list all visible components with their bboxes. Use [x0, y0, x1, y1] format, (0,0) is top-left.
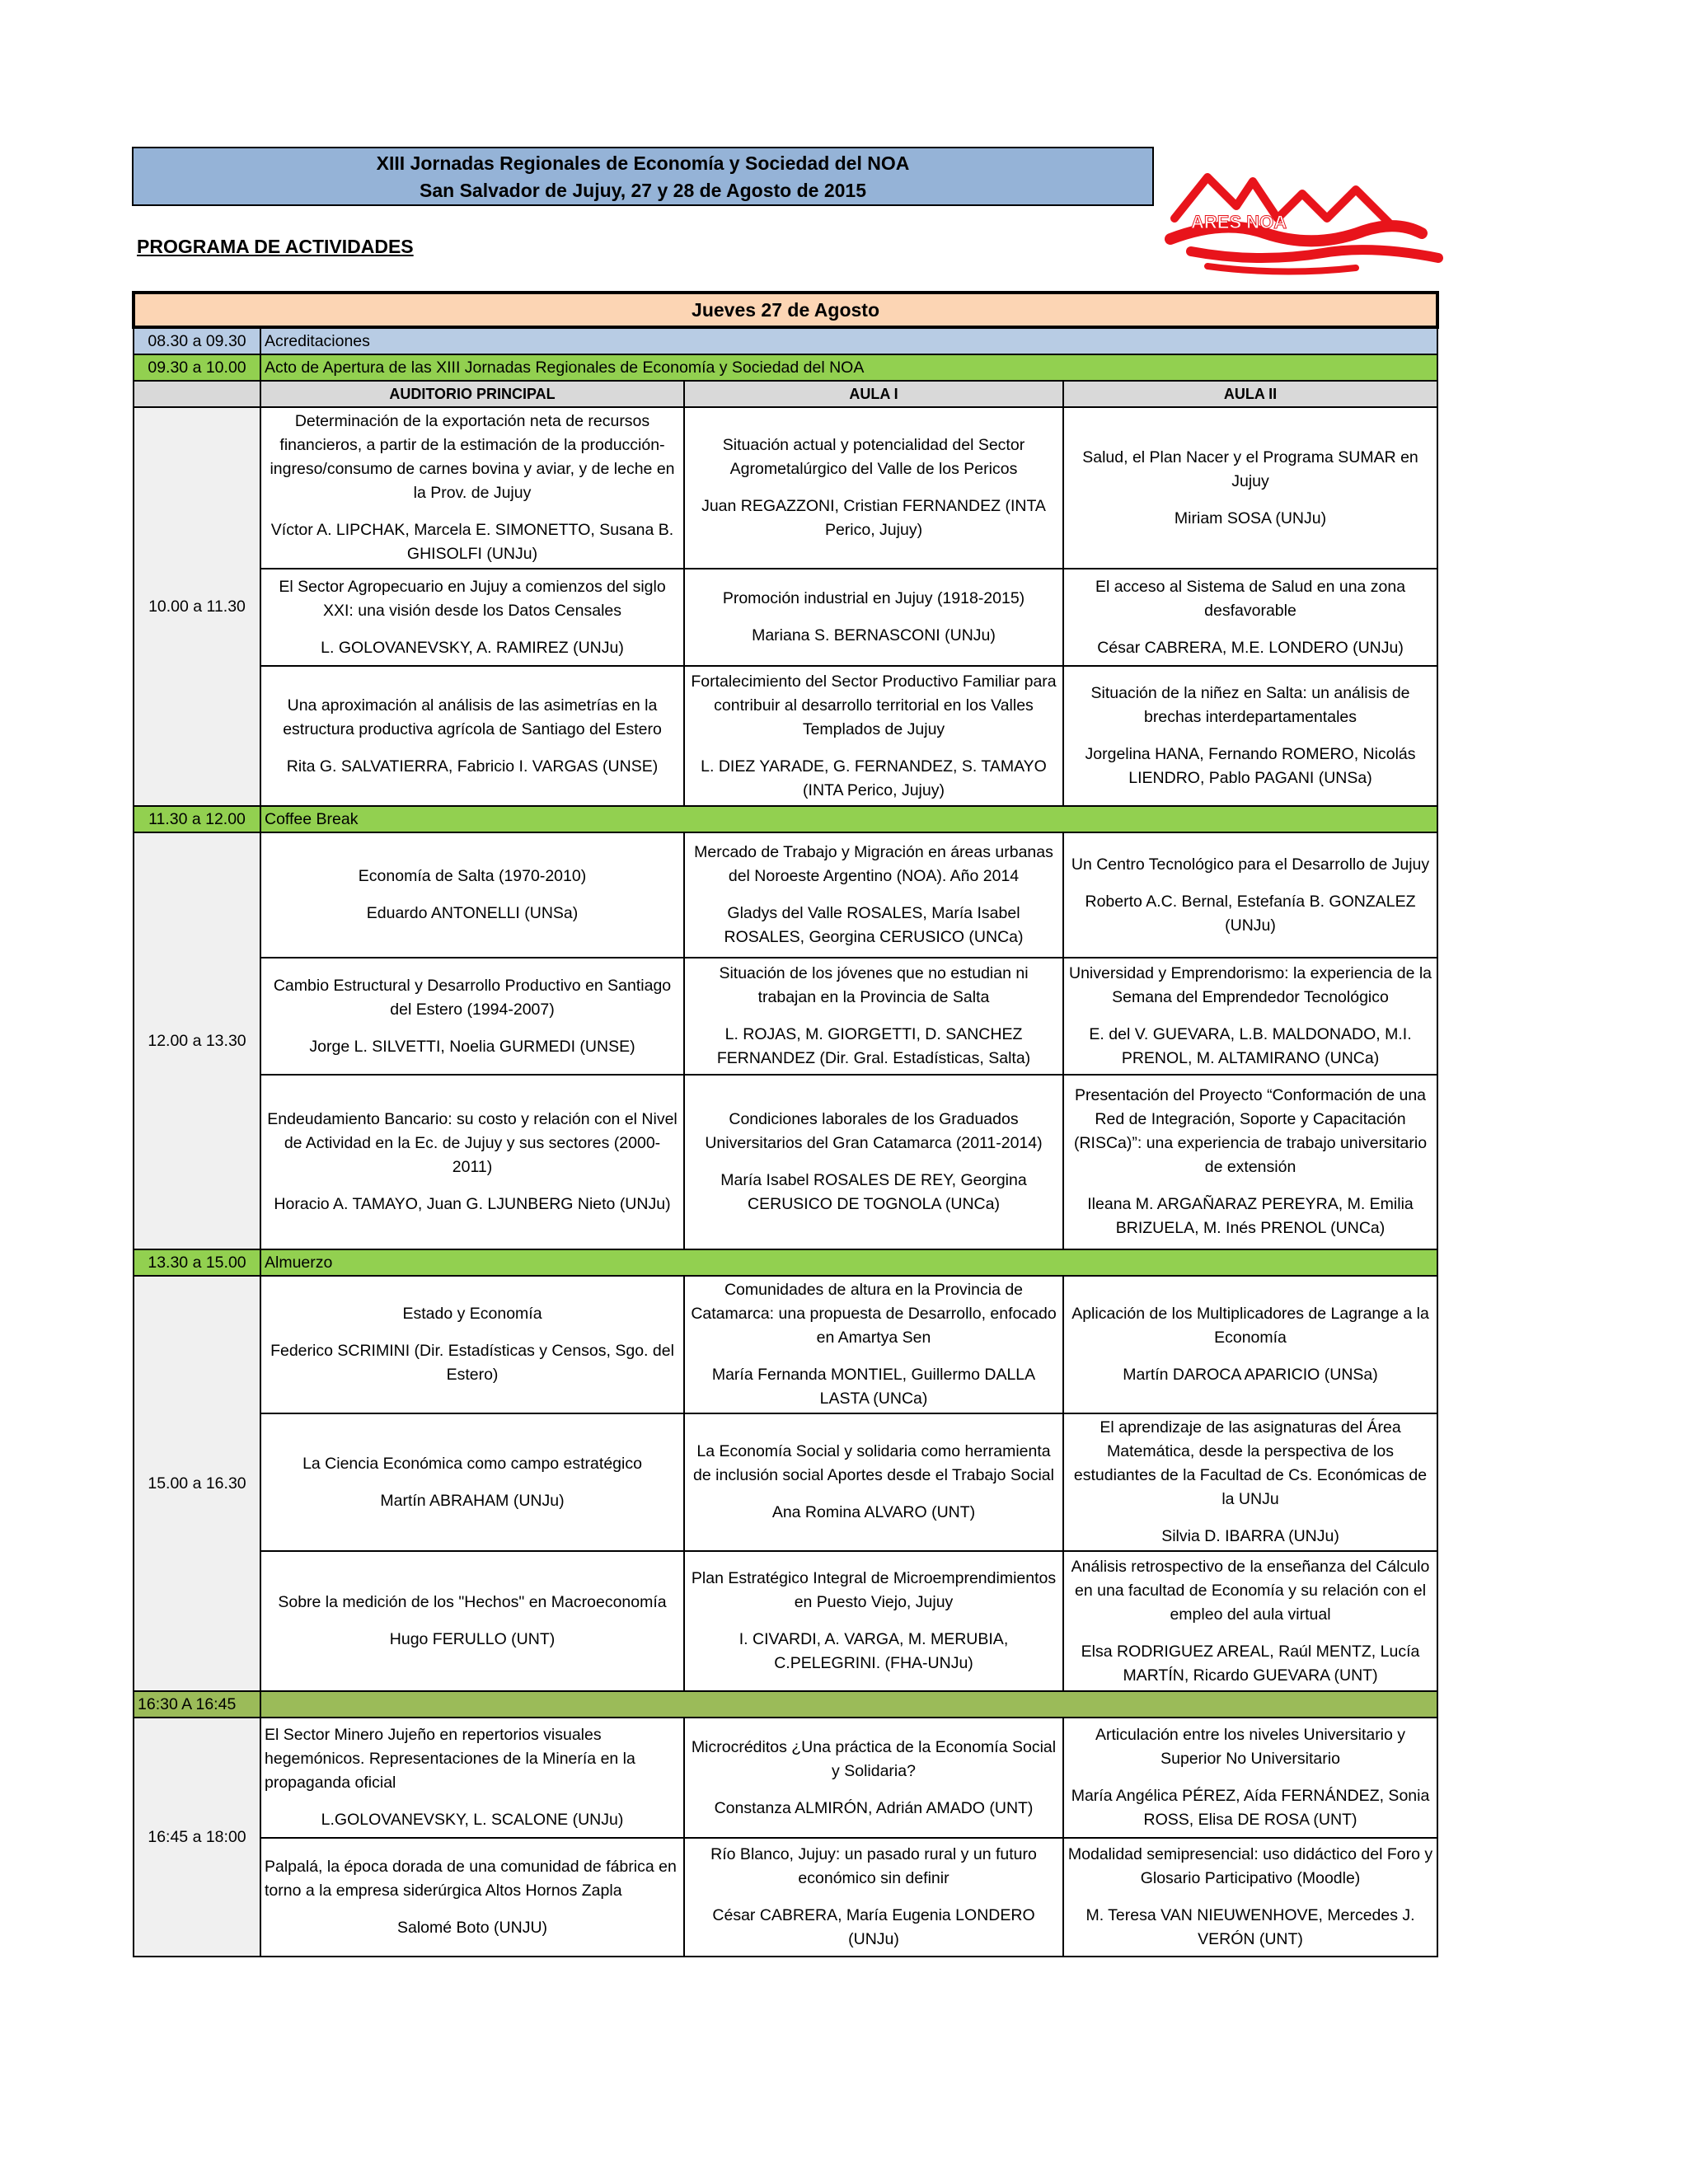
column-header-aula-2: AULA II: [1063, 381, 1437, 407]
paper-title: Universidad y Emprendorismo: la experiencia de la Semana del Emprendedor Tecnológico: [1068, 964, 1432, 1006]
paper-title: El acceso al Sistema de Salud en una zona desfavorable: [1095, 577, 1406, 620]
session-cell: [260, 1838, 684, 1957]
paper-authors: L. ROJAS, M. GIORGETTI, D. SANCHEZ FERNANDEZ (Dir. Gral. Estadísticas, Salta): [716, 1025, 1031, 1067]
event-label: Almuerzo: [260, 1249, 1437, 1276]
session-row: [134, 569, 1437, 666]
schedule-table: [132, 291, 1439, 1957]
session-cell: [1063, 832, 1437, 958]
empty-header-cell: [134, 381, 260, 407]
paper-title: El Sector Agropecuario en Jujuy a comienzos del siglo XXI: una visión desde los Datos Censales: [279, 577, 666, 620]
paper-authors: Jorgelina HANA, Fernando ROMERO, Nicolás LIENDRO, Pablo PAGANI (UNSa): [1085, 745, 1416, 787]
session-cell: [260, 1718, 684, 1838]
paper-authors: Eduardo ANTONELLI (UNSa): [366, 904, 579, 922]
paper-authors: César CABRERA, María Eugenia LONDERO (UNJu): [712, 1906, 1035, 1948]
apertura-row: [134, 354, 1437, 381]
paper-title: Situación de la niñez en Salta: un análisis de brechas interdepartamentales: [1090, 684, 1410, 726]
paper-title: Comunidades de altura en la Provincia de Catamarca: una propuesta de Desarrollo, enfocado en Amartya Sen: [691, 1281, 1057, 1347]
session-row: [134, 1838, 1437, 1957]
event-label: Coffee Break: [260, 806, 1437, 832]
session-row: [134, 958, 1437, 1075]
event-label: [260, 1691, 1437, 1718]
session-cell: [1063, 1413, 1437, 1551]
paper-authors: E. del V. GUEVARA, L.B. MALDONADO, M.I. PRENOL, M. ALTAMIRANO (UNCa): [1089, 1025, 1412, 1067]
session-cell: [1063, 1838, 1437, 1957]
paper-authors: Elsa RODRIGUEZ AREAL, Raúl MENTZ, Lucía MARTÍN, Ricardo GUEVARA (UNT): [1081, 1642, 1420, 1685]
paper-authors: Roberto A.C. Bernal, Estefanía B. GONZALEZ (UNJu): [1085, 892, 1416, 935]
session-cell: [1063, 1276, 1437, 1413]
column-header-auditorio: AUDITORIO PRINCIPAL: [260, 381, 684, 407]
paper-authors: Miriam SOSA (UNJu): [1174, 509, 1327, 527]
paper-authors: Hugo FERULLO (UNT): [389, 1630, 556, 1648]
session-cell: [260, 958, 684, 1075]
paper-title: Modalidad semipresencial: uso didáctico del Foro y Glosario Participativo (Moodle): [1067, 1845, 1433, 1887]
session-cell: [684, 1718, 1063, 1838]
session-row: [134, 1413, 1437, 1551]
paper-title: Estado y Economía: [402, 1305, 542, 1323]
session-cell: [684, 1413, 1063, 1551]
paper-authors: Rita G. SALVATIERRA, Fabricio I. VARGAS (UNSE): [286, 757, 659, 776]
paper-title: Cambio Estructural y Desarrollo Productivo en Santiago del Estero (1994-2007): [273, 976, 672, 1019]
time-cell: 15.00 a 16.30: [134, 1276, 260, 1691]
paper-title: Palpalá, la época dorada de una comunidad de fábrica en torno a la empresa siderúrgica Altos Hornos Zapla: [265, 1857, 677, 1900]
event-label: Acto de Apertura de las XIII Jornadas Regionales de Economía y Sociedad del NOA: [260, 354, 1437, 381]
session-cell: [1063, 958, 1437, 1075]
time-cell: 11.30 a 12.00: [134, 806, 260, 832]
session-cell: [260, 1276, 684, 1413]
paper-title: La Ciencia Económica como campo estratégico: [302, 1454, 642, 1473]
session-cell: [684, 1276, 1063, 1413]
logo-text: ARES NOA: [1191, 212, 1287, 232]
time-cell: 16:45 a 18:00: [134, 1718, 260, 1957]
session-row: [134, 832, 1437, 958]
time-cell: 16:30 A 16:45: [134, 1691, 260, 1718]
event-title: XIII Jornadas Regionales de Economía y Sociedad del NOA: [376, 152, 910, 174]
paper-authors: Salomé Boto (UNJU): [396, 1918, 548, 1937]
session-cell: [1063, 569, 1437, 666]
paper-authors: L. GOLOVANEVSKY, A. RAMIREZ (UNJu): [321, 638, 624, 657]
session-row: [134, 1276, 1437, 1413]
ares-noa-logo: [1158, 161, 1447, 293]
session-cell: [260, 407, 684, 569]
session-row: [134, 666, 1437, 806]
paper-authors: M. Teresa VAN NIEUWENHOVE, Mercedes J. VERÓN (UNT): [1085, 1906, 1415, 1948]
paper-title: Aplicación de los Multiplicadores de Lagrange a la Economía: [1071, 1305, 1429, 1347]
paper-title: Una aproximación al análisis de las asimetrías en la estructura productiva agrícola de Santiago del Estero: [283, 696, 662, 738]
paper-title: Condiciones laborales de los Graduados Universitarios del Gran Catamarca (2011-2014): [705, 1110, 1043, 1152]
paper-title: Fortalecimiento del Sector Productivo Familiar para contribuir al desarrollo territorial en los Valles Templados de Jujuy: [691, 672, 1057, 738]
session-cell: [1063, 407, 1437, 569]
paper-title: La Economía Social y solidaria como herramienta de inclusión social Aportes desde el Trabajo Social: [693, 1442, 1054, 1484]
paper-authors: César CABRERA, M.E. LONDERO (UNJu): [1097, 638, 1404, 657]
time-cell: 09.30 a 10.00: [134, 354, 260, 381]
paper-title: Sobre la medición de los "Hechos" en Macroeconomía: [278, 1593, 667, 1611]
paper-title: Situación actual y potencialidad del Sector Agrometalúrgico del Valle de los Pericos: [722, 436, 1025, 478]
session-cell: [1063, 666, 1437, 806]
paper-title: Río Blanco, Jujuy: un pasado rural y un futuro económico sin definir: [710, 1845, 1037, 1887]
paper-title: Análisis retrospectivo de la enseñanza del Cálculo en una facultad de Economía y su relación con el empleo del aula virtual: [1071, 1557, 1430, 1624]
session-cell: [684, 832, 1063, 958]
paper-title: Situación de los jóvenes que no estudian ni trabajan en la Provincia de Salta: [719, 964, 1029, 1006]
paper-title: El aprendizaje de las asignaturas del Área Matemática, desde la perspectiva de los estudiantes de la Facultad de Cs. Económicas de la UNJu: [1073, 1418, 1428, 1508]
paper-title: Economía de Salta (1970-2010): [358, 867, 587, 885]
paper-authors: Federico SCRIMINI (Dir. Estadísticas y Censos, Sgo. del Estero): [270, 1342, 674, 1384]
session-cell: [684, 666, 1063, 806]
column-header-row: [134, 381, 1437, 407]
paper-authors: Ileana M. ARGAÑARAZ PEREYRA, M. Emilia BRIZUELA, M. Inés PRENOL (UNCa): [1087, 1195, 1414, 1237]
paper-authors: María Fernanda MONTIEL, Guillermo DALLA LASTA (UNCa): [711, 1366, 1036, 1408]
session-cell: [684, 407, 1063, 569]
paper-authors: Víctor A. LIPCHAK, Marcela E. SIMONETTO, Susana B. GHISOLFI (UNJu): [270, 521, 674, 563]
day-row: [134, 293, 1437, 327]
session-row: [134, 1718, 1437, 1838]
paper-title: Salud, el Plan Nacer y el Programa SUMAR en Jujuy: [1082, 448, 1418, 490]
paper-title: Microcréditos ¿Una práctica de la Economía Social y Solidaria?: [691, 1737, 1057, 1780]
paper-title: Articulación entre los niveles Universitario y Superior No Universitario: [1095, 1726, 1406, 1768]
day-title: Jueves 27 de Agosto: [134, 293, 1437, 327]
paper-authors: Mariana S. BERNASCONI (UNJu): [752, 626, 996, 644]
session-cell: [260, 1551, 684, 1691]
time-cell: 13.30 a 15.00: [134, 1249, 260, 1276]
session-cell: [1063, 1718, 1437, 1838]
paper-title: Mercado de Trabajo y Migración en áreas urbanas del Noroeste Argentino (NOA). Año 2014: [694, 843, 1053, 885]
session-cell: [684, 1551, 1063, 1691]
paper-authors: L.GOLOVANEVSKY, L. SCALONE (UNJu): [321, 1811, 624, 1829]
session-cell: [684, 958, 1063, 1075]
paper-authors: María Isabel ROSALES DE REY, Georgina CERUSICO DE TOGNOLA (UNCa): [720, 1171, 1027, 1213]
column-header-aula-1: AULA I: [684, 381, 1063, 407]
paper-title: Endeudamiento Bancario: su costo y relación con el Nivel de Actividad en la Ec. de Jujuy y sus sectores (2000-2011): [267, 1110, 678, 1176]
time-cell: 08.30 a 09.30: [134, 327, 260, 354]
paper-authors: Ana Romina ALVARO (UNT): [771, 1503, 976, 1521]
paper-authors: Silvia D. IBARRA (UNJu): [1161, 1527, 1339, 1545]
paper-authors: María Angélica PÉREZ, Aída FERNÁNDEZ, Sonia ROSS, Elisa DE ROSA (UNT): [1071, 1787, 1430, 1829]
paper-title: Plan Estratégico Integral de Microemprendimientos en Puesto Viejo, Jujuy: [691, 1569, 1057, 1611]
paper-authors: L. DIEZ YARADE, G. FERNANDEZ, S. TAMAYO (INTA Perico, Jujuy): [701, 757, 1047, 799]
session-cell: [684, 1838, 1063, 1957]
session-cell: [1063, 1551, 1437, 1691]
paper-title: Determinación de la exportación neta de recursos financieros, a partir de la estimación de la producción-ingreso/consumo de carnes bovina y aviar, y de leche en la Prov. de Jujuy: [270, 412, 675, 502]
event-label: Acreditaciones: [260, 327, 1437, 354]
paper-authors: Martín DAROCA APARICIO (UNSa): [1123, 1366, 1378, 1384]
paper-authors: Jorge L. SILVETTI, Noelia GURMEDI (UNSE): [309, 1037, 635, 1056]
event-header: [132, 147, 1154, 206]
session-cell: [260, 1075, 684, 1249]
session-row: [134, 1551, 1437, 1691]
coffee-break-row: [134, 806, 1437, 832]
program-label: PROGRAMA DE ACTIVIDADES: [137, 236, 414, 257]
session-cell: [260, 1413, 684, 1551]
paper-authors: I. CIVARDI, A. VARGA, M. MERUBIA, C.PELEGRINI. (FHA-UNJu): [738, 1630, 1009, 1672]
event-date-location: San Salvador de Jujuy, 27 y 28 de Agosto de 2015: [420, 180, 866, 201]
paper-title: El Sector Minero Jujeño en repertorios visuales hegemónicos. Representaciones de la Minería en la propaganda oficial: [265, 1726, 635, 1792]
paper-authors: Horacio A. TAMAYO, Juan G. LJUNBERG Nieto (UNJu): [274, 1195, 671, 1213]
paper-title: Un Centro Tecnológico para el Desarrollo de Jujuy: [1071, 855, 1430, 874]
time-cell: 10.00 a 11.30: [134, 407, 260, 806]
intervalo-row: [134, 1691, 1437, 1718]
paper-title: Presentación del Proyecto “Conformación de una Red de Integración, Soporte y Capacitación (RISCa)”: una experiencia de trabajo universitario de extensión: [1073, 1086, 1428, 1176]
acreditaciones-row: [134, 327, 1437, 354]
paper-title: Promoción industrial en Jujuy (1918-2015): [722, 589, 1025, 607]
paper-authors: Juan REGAZZONI, Cristian FERNANDEZ (INTA Perico, Jujuy): [701, 497, 1046, 539]
session-cell: [260, 832, 684, 958]
session-cell: [1063, 1075, 1437, 1249]
session-cell: [260, 569, 684, 666]
session-cell: [684, 569, 1063, 666]
session-row: [134, 1075, 1437, 1249]
session-cell: [260, 666, 684, 806]
almuerzo-row: [134, 1249, 1437, 1276]
time-cell: 12.00 a 13.30: [134, 832, 260, 1249]
session-cell: [684, 1075, 1063, 1249]
paper-authors: Constanza ALMIRÓN, Adrián AMADO (UNT): [714, 1798, 1034, 1817]
paper-authors: Gladys del Valle ROSALES, María Isabel ROSALES, Georgina CERUSICO (UNCa): [724, 904, 1024, 946]
paper-authors: Martín ABRAHAM (UNJu): [380, 1491, 565, 1510]
session-row: [134, 407, 1437, 569]
